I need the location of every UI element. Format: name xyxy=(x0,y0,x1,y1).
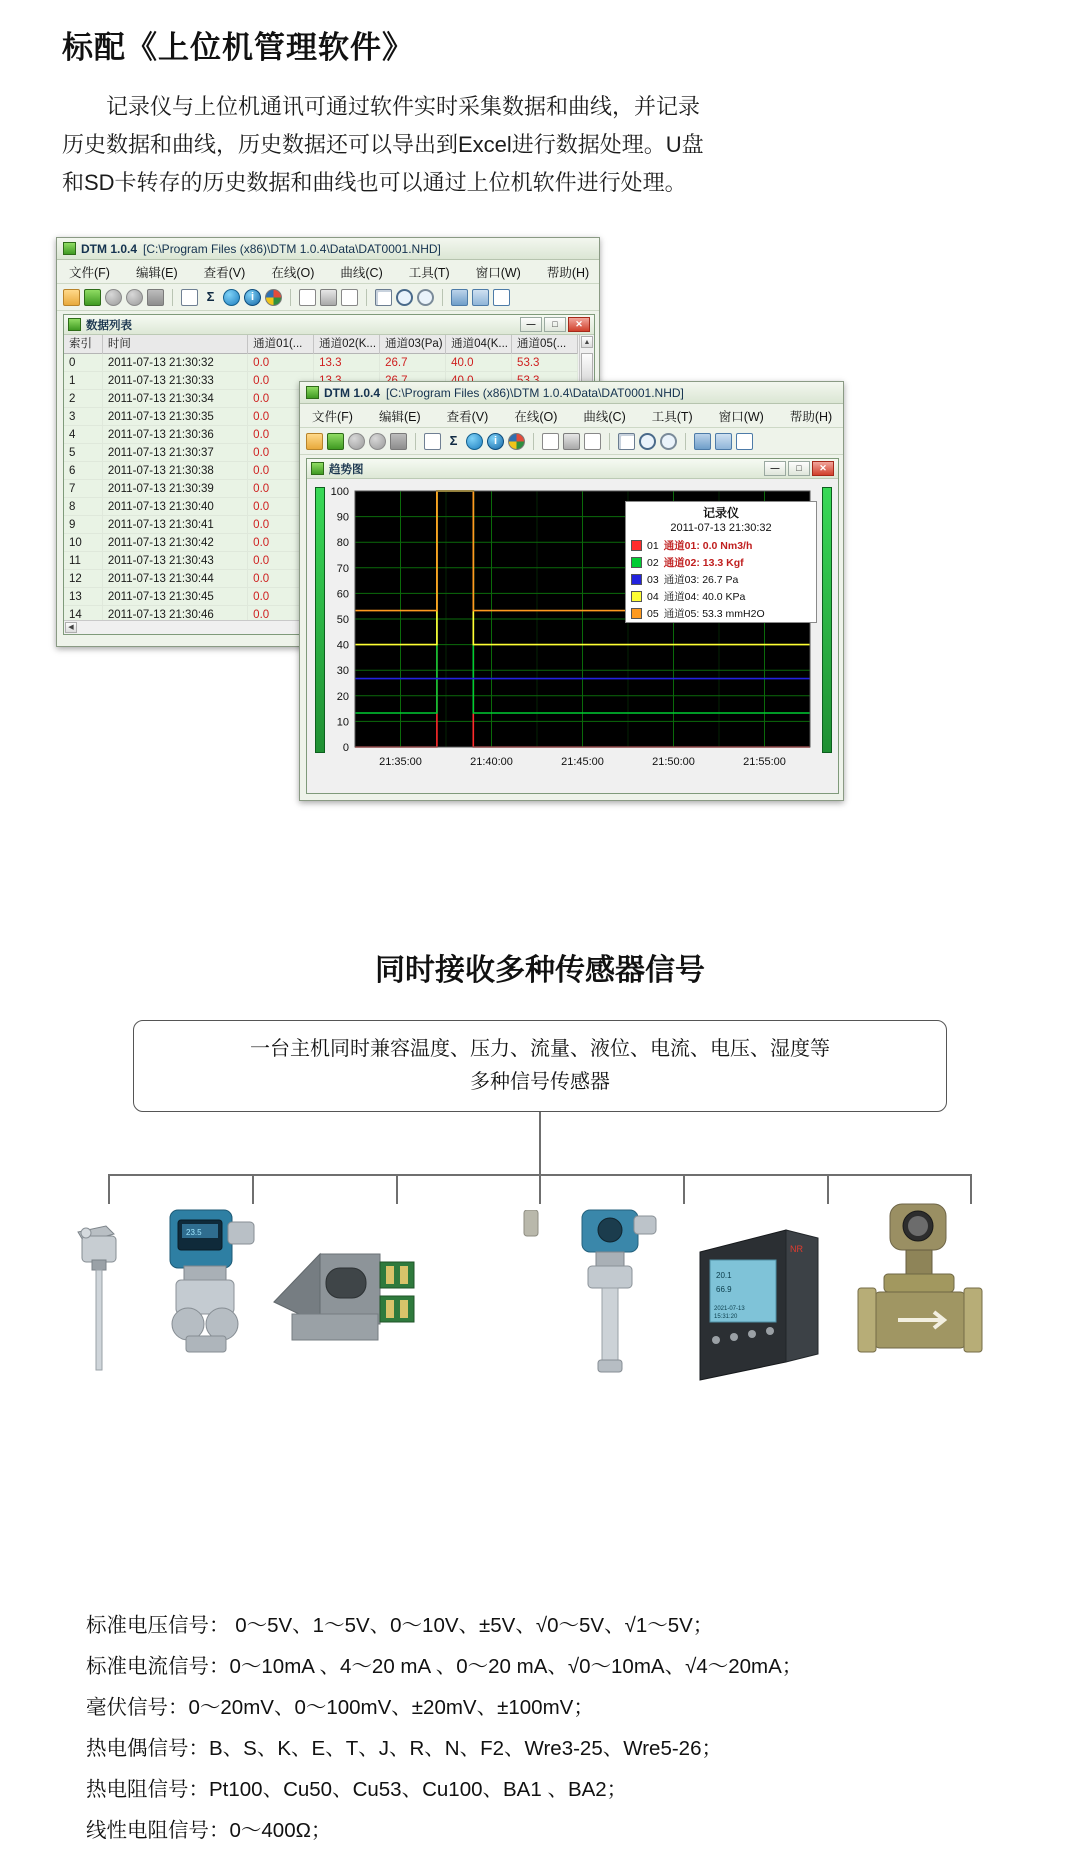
legend-channel-number: 04 xyxy=(647,590,659,603)
col-ch05: 通道05(... xyxy=(512,335,578,354)
intro-line-1: 记录仪与上位机通讯可通过软件实时采集数据和曲线，并记录 xyxy=(106,94,701,119)
table-cell: 2011-07-13 21:30:33 xyxy=(103,372,248,390)
maximize-button[interactable]: □ xyxy=(544,317,566,332)
table-cell: 5 xyxy=(64,444,103,462)
intro-line-3: 和SD卡转存的历史数据和曲线也可以通过上位机软件进行处理。 xyxy=(62,169,687,195)
legend-item[interactable] xyxy=(626,554,816,571)
zoom-out-icon[interactable] xyxy=(417,289,434,306)
signal-spec-line: 标准电流信号：0～10mA 、4～20 mA 、0～20 mA、√0～10mA、√4～20mA； xyxy=(86,1655,803,1678)
new-page-icon[interactable] xyxy=(299,289,316,306)
legend-channel-number: 03 xyxy=(647,573,659,586)
toolbar-separator-2 xyxy=(290,289,291,306)
menu-online[interactable]: 在线(O) xyxy=(271,265,315,280)
signal-spec-list xyxy=(86,1605,1026,1851)
svg-text:21:50:00: 21:50:00 xyxy=(652,756,695,768)
legend-channel-value: 通道03: 26.7 Pa xyxy=(663,574,739,586)
table-cell: 0.0 xyxy=(248,462,314,480)
table-cell: 0.0 xyxy=(248,552,314,570)
window-titlebar-back[interactable] xyxy=(57,238,599,260)
device-pressure-transmitter xyxy=(148,1200,268,1380)
export-excel-icon-front[interactable] xyxy=(327,433,344,450)
intro-paragraph xyxy=(62,88,962,201)
svg-text:100: 100 xyxy=(330,486,349,498)
minimize-button[interactable]: — xyxy=(520,317,542,332)
cascade-windows-icon[interactable] xyxy=(493,289,510,306)
zoom-in-icon[interactable] xyxy=(396,289,413,306)
table-cell: 53.3 xyxy=(512,354,578,372)
datalist-header xyxy=(64,335,578,354)
channels-icon-front[interactable] xyxy=(508,433,525,450)
table-cell: 2011-07-13 21:30:42 xyxy=(103,534,248,552)
table-cell: 2011-07-13 21:30:32 xyxy=(103,354,248,372)
legend-item[interactable] xyxy=(626,588,816,605)
toolbar-back[interactable] xyxy=(57,284,599,311)
svg-text:40: 40 xyxy=(336,639,349,652)
table-cell: 40.0 xyxy=(446,354,512,372)
device-current-transformer xyxy=(262,1228,442,1378)
table-cell: 11 xyxy=(64,552,103,570)
print-icon[interactable] xyxy=(320,289,337,306)
table-cell: 2011-07-13 21:30:35 xyxy=(103,408,248,426)
svg-text:66.9: 66.9 xyxy=(716,1285,732,1294)
open-folder-icon[interactable] xyxy=(63,289,80,306)
sensor-callout-box xyxy=(133,1020,947,1112)
new-page-icon-front[interactable] xyxy=(542,433,559,450)
table-cell: 2011-07-13 21:30:45 xyxy=(103,588,248,606)
table-cell: 2011-07-13 21:30:37 xyxy=(103,444,248,462)
signal-spec-line: 毫伏信号：0～20mV、0～100mV、±20mV、±100mV； xyxy=(86,1696,594,1719)
table-cell: 13 xyxy=(64,588,103,606)
svg-text:0: 0 xyxy=(342,742,349,754)
device-temperature-probe xyxy=(60,1218,160,1378)
table-cell: 0.0 xyxy=(248,426,314,444)
curve-icon-front[interactable] xyxy=(466,433,483,450)
toolbar-front[interactable] xyxy=(300,428,843,455)
menu-help-front[interactable]: 帮助(H) xyxy=(789,409,833,424)
signal-spec-line: 标准电压信号： 0～5V、1～5V、0～10V、±5V、√0～5V、√1～5V； xyxy=(86,1614,714,1637)
connector-drop-5 xyxy=(683,1174,685,1204)
tile-vertical-icon-front[interactable] xyxy=(715,433,732,450)
toolbar-separator-f4 xyxy=(685,433,686,450)
open-folder-icon-front[interactable] xyxy=(306,433,323,450)
svg-text:80: 80 xyxy=(336,537,349,550)
statistics-icon-front[interactable]: Σ xyxy=(445,433,462,450)
callout-line-1: 一台主机同时兼容温度、压力、流量、液位、电流、电压、湿度等 xyxy=(250,1038,830,1060)
table-cell: 14 xyxy=(64,606,103,621)
table-cell: 2011-07-13 21:30:40 xyxy=(103,498,248,516)
legend-channel-value: 通道01: 0.0 Nm3/h xyxy=(663,540,753,552)
cascade-windows-icon-front[interactable] xyxy=(736,433,753,450)
tile-vertical-icon[interactable] xyxy=(472,289,489,306)
table-cell: 1 xyxy=(64,372,103,390)
legend-timestamp: 2011-07-13 21:30:32 xyxy=(670,522,772,534)
copy-icon[interactable] xyxy=(375,289,392,306)
svg-text:21:35:00: 21:35:00 xyxy=(379,756,422,768)
menu-file[interactable]: 文件(F) xyxy=(69,265,110,280)
table-cell: 0.0 xyxy=(248,354,314,372)
svg-text:21:45:00: 21:45:00 xyxy=(561,756,604,768)
zoom-out-icon-front[interactable] xyxy=(660,433,677,450)
app-icon-front xyxy=(306,386,319,399)
signal-spec-line: 热电偶信号：B、S、K、E、T、J、R、N、F2、Wre3-25、Wre5-26； xyxy=(86,1737,722,1760)
svg-text:60: 60 xyxy=(336,588,349,601)
table-cell: 12 xyxy=(64,570,103,588)
svg-text:23.5: 23.5 xyxy=(186,1228,202,1237)
record-start-icon[interactable] xyxy=(105,289,122,306)
window-title-path: [C:\Program Files (x86)\DTM 1.0.4\Data\DAT0001.NHD] xyxy=(143,241,441,256)
menu-file-front[interactable]: 文件(F) xyxy=(312,409,353,424)
window-titlebar-front[interactable] xyxy=(300,382,843,404)
legend-channel-value: 通道04: 40.0 KPa xyxy=(663,591,746,603)
table-cell: 2011-07-13 21:30:44 xyxy=(103,570,248,588)
legend-item[interactable] xyxy=(626,605,816,622)
child-titlebar-trend[interactable] xyxy=(307,459,838,479)
app-icon xyxy=(63,242,76,255)
toolbar-separator-f1 xyxy=(415,433,416,450)
table-cell: 2011-07-13 21:30:38 xyxy=(103,462,248,480)
svg-text:30: 30 xyxy=(336,665,349,678)
chart-legend[interactable] xyxy=(625,501,817,623)
table-cell: 7 xyxy=(64,480,103,498)
window-title-app-front: DTM 1.0.4 xyxy=(324,385,381,400)
legend-item[interactable] xyxy=(626,571,816,588)
table-cell: 6 xyxy=(64,462,103,480)
legend-channel-number: 02 xyxy=(647,556,659,569)
connector-drop-3 xyxy=(396,1174,398,1204)
menu-curve-front[interactable]: 曲线(C) xyxy=(583,409,626,424)
channels-icon[interactable] xyxy=(265,289,282,306)
col-ch01: 通道01(... xyxy=(248,335,314,354)
maximize-button-trend[interactable]: □ xyxy=(788,461,810,476)
legend-color-swatch xyxy=(631,591,642,602)
legend-channel-value: 通道05: 53.3 mmH2O xyxy=(663,608,765,620)
table-cell: 2 xyxy=(64,390,103,408)
legend-rows[interactable] xyxy=(626,537,816,622)
table-cell: 0.0 xyxy=(248,606,314,621)
svg-text:50: 50 xyxy=(336,614,349,626)
toolbar-separator-4 xyxy=(442,289,443,306)
col-index: 索引 xyxy=(64,335,103,354)
menu-tools-front[interactable]: 工具(T) xyxy=(651,409,693,424)
info-icon[interactable]: i xyxy=(244,289,261,306)
connector-vertical-main xyxy=(539,1112,541,1175)
toolbar-separator-f3 xyxy=(609,433,610,450)
legend-color-swatch xyxy=(631,574,642,585)
svg-text:21:55:00: 21:55:00 xyxy=(743,756,786,768)
table-cell: 0.0 xyxy=(248,498,314,516)
close-button[interactable]: ✕ xyxy=(568,317,590,332)
svg-text:NR: NR xyxy=(790,1244,803,1254)
child-window-trend[interactable] xyxy=(306,458,839,794)
section-title-sensors: 同时接收多种传感器信号 xyxy=(375,954,705,987)
statistics-icon[interactable]: Σ xyxy=(202,289,219,306)
menu-window-front[interactable]: 窗口(W) xyxy=(718,409,764,424)
child-title-text-trend: 趋势图 xyxy=(329,463,364,476)
table-cell: 0.0 xyxy=(248,516,314,534)
table-cell: 0.0 xyxy=(248,480,314,498)
device-level-transmitter xyxy=(556,1202,676,1382)
dtm-window-trend[interactable] xyxy=(299,381,844,801)
toolbar-separator-f2 xyxy=(533,433,534,450)
trend-chart-panel[interactable] xyxy=(313,485,834,787)
legend-color-swatch xyxy=(631,608,642,619)
connector-drop-6 xyxy=(827,1174,829,1204)
svg-text:20: 20 xyxy=(336,690,349,703)
table-cell: 2011-07-13 21:30:43 xyxy=(103,552,248,570)
window-title-path-front: [C:\Program Files (x86)\DTM 1.0.4\Data\DAT0001.NHD] xyxy=(386,385,684,400)
zoom-in-icon-front[interactable] xyxy=(639,433,656,450)
record-stop-icon[interactable] xyxy=(147,289,164,306)
col-ch03: 通道03(Pa) xyxy=(380,335,446,354)
table-cell: 2011-07-13 21:30:39 xyxy=(103,480,248,498)
record-stop-icon-front[interactable] xyxy=(390,433,407,450)
data-table-icon[interactable] xyxy=(181,289,198,306)
device-electromagnetic-flowmeter xyxy=(840,1196,1010,1382)
col-ch04: 通道04(K... xyxy=(446,335,512,354)
table-cell: 10 xyxy=(64,534,103,552)
print-preview-icon-front[interactable] xyxy=(584,433,601,450)
close-button-trend[interactable]: ✕ xyxy=(812,461,834,476)
table-cell: 2011-07-13 21:30:46 xyxy=(103,606,248,621)
child-title-text: 数据列表 xyxy=(86,319,132,332)
minimize-button-trend[interactable]: — xyxy=(764,461,786,476)
table-cell: 8 xyxy=(64,498,103,516)
legend-item[interactable] xyxy=(626,537,816,554)
svg-text:2021-07-13: 2021-07-13 xyxy=(714,1306,745,1312)
table-cell: 4 xyxy=(64,426,103,444)
print-icon-front[interactable] xyxy=(563,433,580,450)
menu-view[interactable]: 查看(V) xyxy=(203,265,246,280)
child-window-buttons[interactable] xyxy=(520,317,590,332)
menubar-back[interactable] xyxy=(57,260,599,284)
tile-horizontal-icon[interactable] xyxy=(451,289,468,306)
connector-drop-4 xyxy=(539,1174,541,1204)
legend-channel-number: 01 xyxy=(647,539,659,552)
legend-color-swatch xyxy=(631,557,642,568)
data-table-icon-front[interactable] xyxy=(424,433,441,450)
signal-spec-line: 热电阻信号：Pt100、Cu50、Cu53、Cu100、BA1 、BA2； xyxy=(86,1778,628,1801)
menu-online-front[interactable]: 在线(O) xyxy=(514,409,558,424)
table-cell: 3 xyxy=(64,408,103,426)
col-time: 时间 xyxy=(103,335,248,354)
device-panel-meter xyxy=(690,1212,830,1382)
export-excel-icon[interactable] xyxy=(84,289,101,306)
table-cell: 0.0 xyxy=(248,588,314,606)
menu-window[interactable]: 窗口(W) xyxy=(475,265,521,280)
trend-icon xyxy=(311,462,324,475)
table-cell: 0.0 xyxy=(248,570,314,588)
toolbar-separator-3 xyxy=(366,289,367,306)
info-icon-front[interactable]: i xyxy=(487,433,504,450)
table-cell: 0.0 xyxy=(248,534,314,552)
table-cell: 2011-07-13 21:30:36 xyxy=(103,426,248,444)
menu-curve[interactable]: 曲线(C) xyxy=(340,265,383,280)
intro-line-2: 历史数据和曲线，历史数据还可以导出到Excel进行数据处理。U盘 xyxy=(62,131,704,157)
svg-text:90: 90 xyxy=(336,511,349,524)
toolbar-separator-1 xyxy=(172,289,173,306)
record-pause-icon-front[interactable] xyxy=(369,433,386,450)
menu-tools[interactable]: 工具(T) xyxy=(408,265,450,280)
scroll-up-arrow[interactable]: ▲ xyxy=(581,336,593,348)
tile-horizontal-icon-front[interactable] xyxy=(694,433,711,450)
table-cell: 9 xyxy=(64,516,103,534)
menu-view-front[interactable]: 查看(V) xyxy=(446,409,489,424)
child-titlebar-datalist[interactable] xyxy=(64,315,594,335)
table-cell: 0 xyxy=(64,354,103,372)
page-title: 标配《上位机管理软件》 xyxy=(62,30,414,65)
menu-edit[interactable]: 编辑(E) xyxy=(135,265,178,280)
table-cell: 26.7 xyxy=(380,354,446,372)
copy-icon-front[interactable] xyxy=(618,433,635,450)
legend-channel-value: 通道02: 13.3 Kgf xyxy=(663,557,744,569)
table-cell: 0.0 xyxy=(248,444,314,462)
scroll-left-arrow[interactable]: ◀ xyxy=(65,622,77,633)
svg-text:21:40:00: 21:40:00 xyxy=(470,756,513,768)
table-cell: 2011-07-13 21:30:34 xyxy=(103,390,248,408)
svg-text:20.1: 20.1 xyxy=(716,1271,732,1280)
svg-text:15:31:20: 15:31:20 xyxy=(714,1314,738,1320)
curve-icon[interactable] xyxy=(223,289,240,306)
legend-color-swatch xyxy=(631,540,642,551)
table-cell: 2011-07-13 21:30:41 xyxy=(103,516,248,534)
legend-channel-number: 05 xyxy=(647,607,659,620)
signal-spec-line: 线性电阻信号：0～400Ω； xyxy=(86,1819,332,1842)
menu-edit-front[interactable]: 编辑(E) xyxy=(378,409,421,424)
col-ch02: 通道02(K... xyxy=(314,335,380,354)
datalist-icon xyxy=(68,318,81,331)
table-cell: 0.0 xyxy=(248,390,314,408)
table-cell: 0.0 xyxy=(248,372,314,390)
trend-window-buttons[interactable] xyxy=(764,461,834,476)
svg-text:70: 70 xyxy=(336,562,349,575)
svg-text:10: 10 xyxy=(336,716,349,729)
connector-drop-1 xyxy=(108,1174,110,1204)
device-level-sensor-cable xyxy=(452,1210,572,1380)
record-pause-icon[interactable] xyxy=(126,289,143,306)
table-cell: 0.0 xyxy=(248,408,314,426)
vscroll-thumb[interactable] xyxy=(581,353,593,383)
legend-title: 记录仪 xyxy=(702,506,739,520)
record-start-icon-front[interactable] xyxy=(348,433,365,450)
table-row[interactable] xyxy=(64,354,578,372)
window-title-app: DTM 1.0.4 xyxy=(81,241,138,256)
menu-help[interactable]: 帮助(H) xyxy=(546,265,590,280)
menubar-front[interactable] xyxy=(300,404,843,428)
callout-line-2: 多种信号传感器 xyxy=(470,1071,610,1093)
table-cell: 13.3 xyxy=(314,354,380,372)
print-preview-icon[interactable] xyxy=(341,289,358,306)
